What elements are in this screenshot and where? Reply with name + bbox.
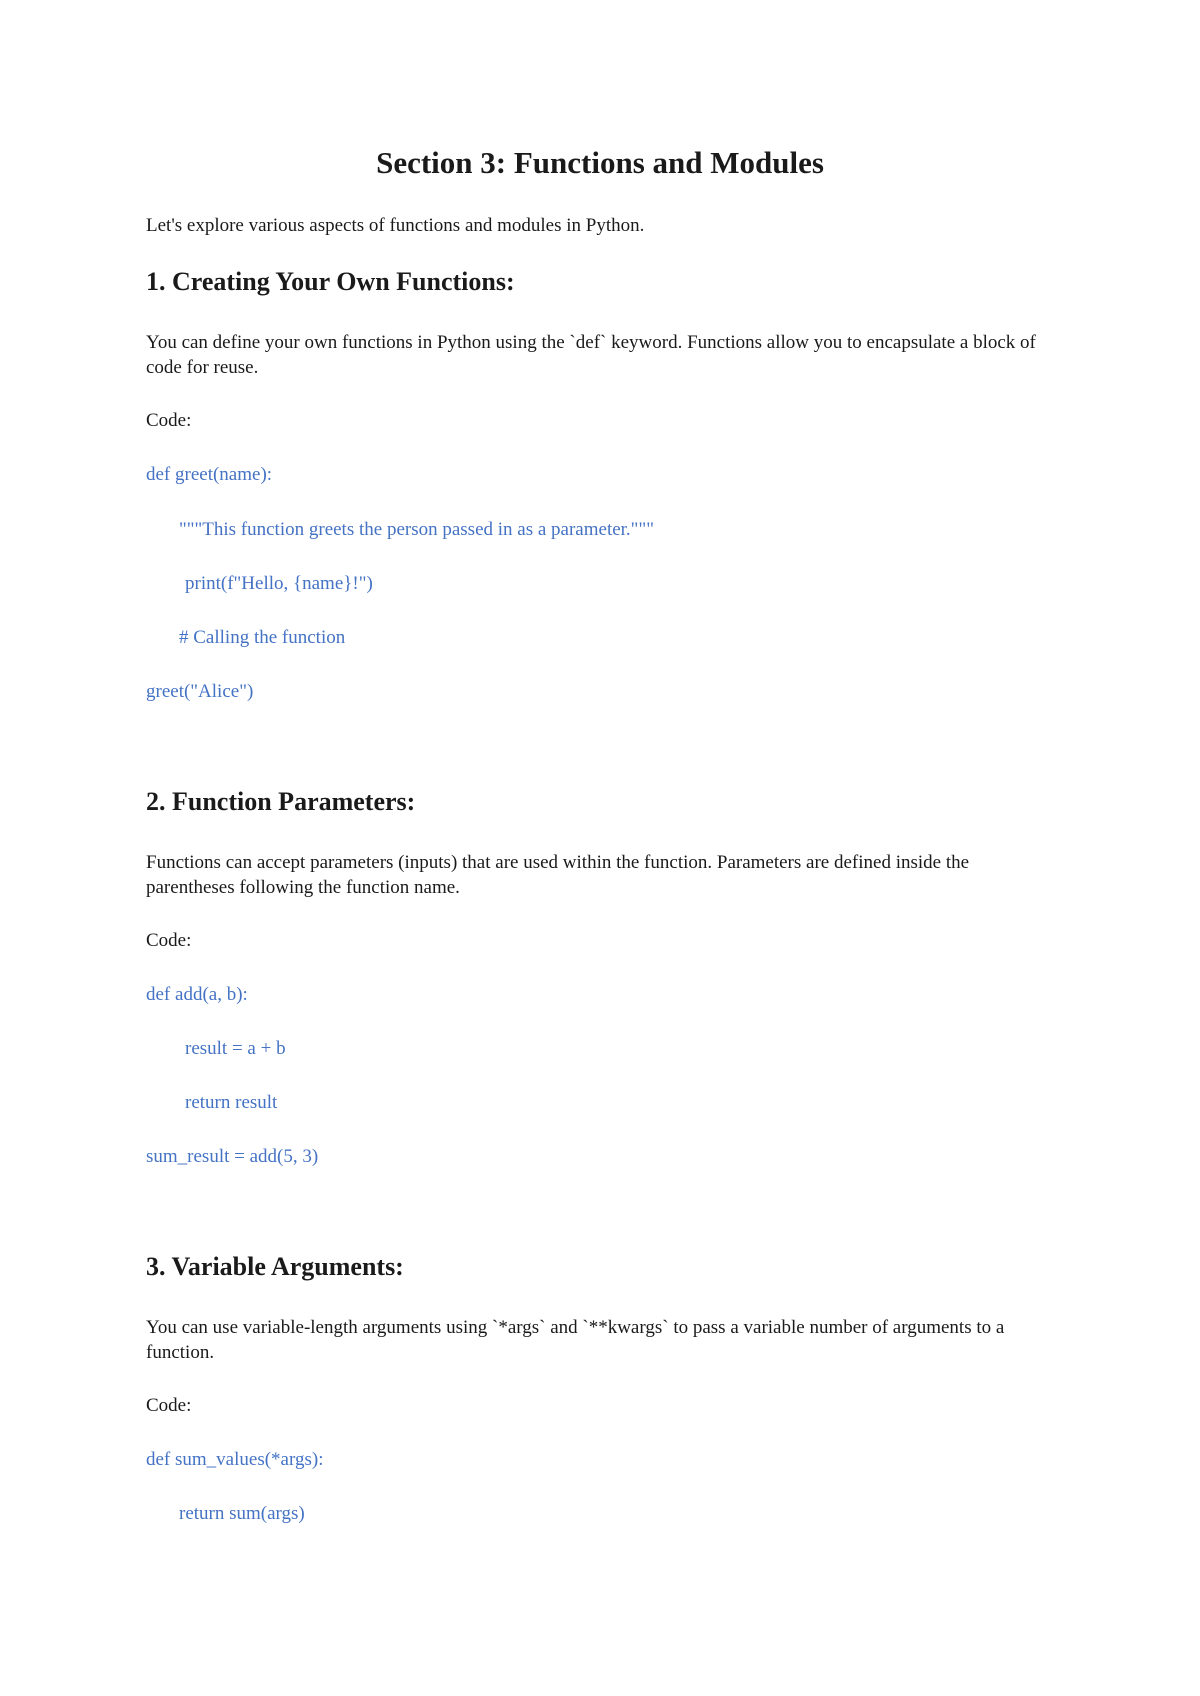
section-1-heading: 1. Creating Your Own Functions:: [146, 267, 515, 296]
code-line: print(f"Hello, {name}!"): [185, 573, 373, 594]
code-line: sum_result = add(5, 3): [146, 1146, 319, 1167]
section-3-heading: 3. Variable Arguments:: [146, 1252, 404, 1281]
code-line: """This function greets the person passed in as a parameter.""": [179, 519, 654, 540]
code-line: return sum(args): [179, 1503, 305, 1524]
section-2-body: Functions can accept parameters (inputs) that are used within the function. Parameters are defined inside the parentheses following the function name.: [146, 852, 970, 898]
intro-paragraph: Let's explore various aspects of functions and modules in Python.: [146, 215, 645, 236]
code-line: result = a + b: [185, 1038, 286, 1059]
section-2-code-label: Code:: [146, 930, 192, 951]
section-1-body: You can define your own functions in Python using the `def` keyword. Functions allow you to encapsulate a block of code for reuse.: [146, 332, 1036, 378]
section-2-heading: 2. Function Parameters:: [146, 787, 416, 816]
section-3-body: You can use variable-length arguments using `*args` and `**kwargs` to pass a variable number of arguments to a function.: [146, 1317, 1005, 1363]
code-line: def add(a, b):: [146, 984, 248, 1005]
section-1-code-label: Code:: [146, 410, 192, 431]
code-line: def sum_values(*args):: [146, 1449, 324, 1470]
code-line: greet("Alice"): [146, 681, 254, 702]
code-line: # Calling the function: [179, 627, 346, 648]
code-line: def greet(name):: [146, 464, 273, 485]
section-3-code-label: Code:: [146, 1395, 192, 1416]
page-title: Section 3: Functions and Modules: [376, 145, 824, 180]
code-line: return result: [185, 1092, 278, 1113]
